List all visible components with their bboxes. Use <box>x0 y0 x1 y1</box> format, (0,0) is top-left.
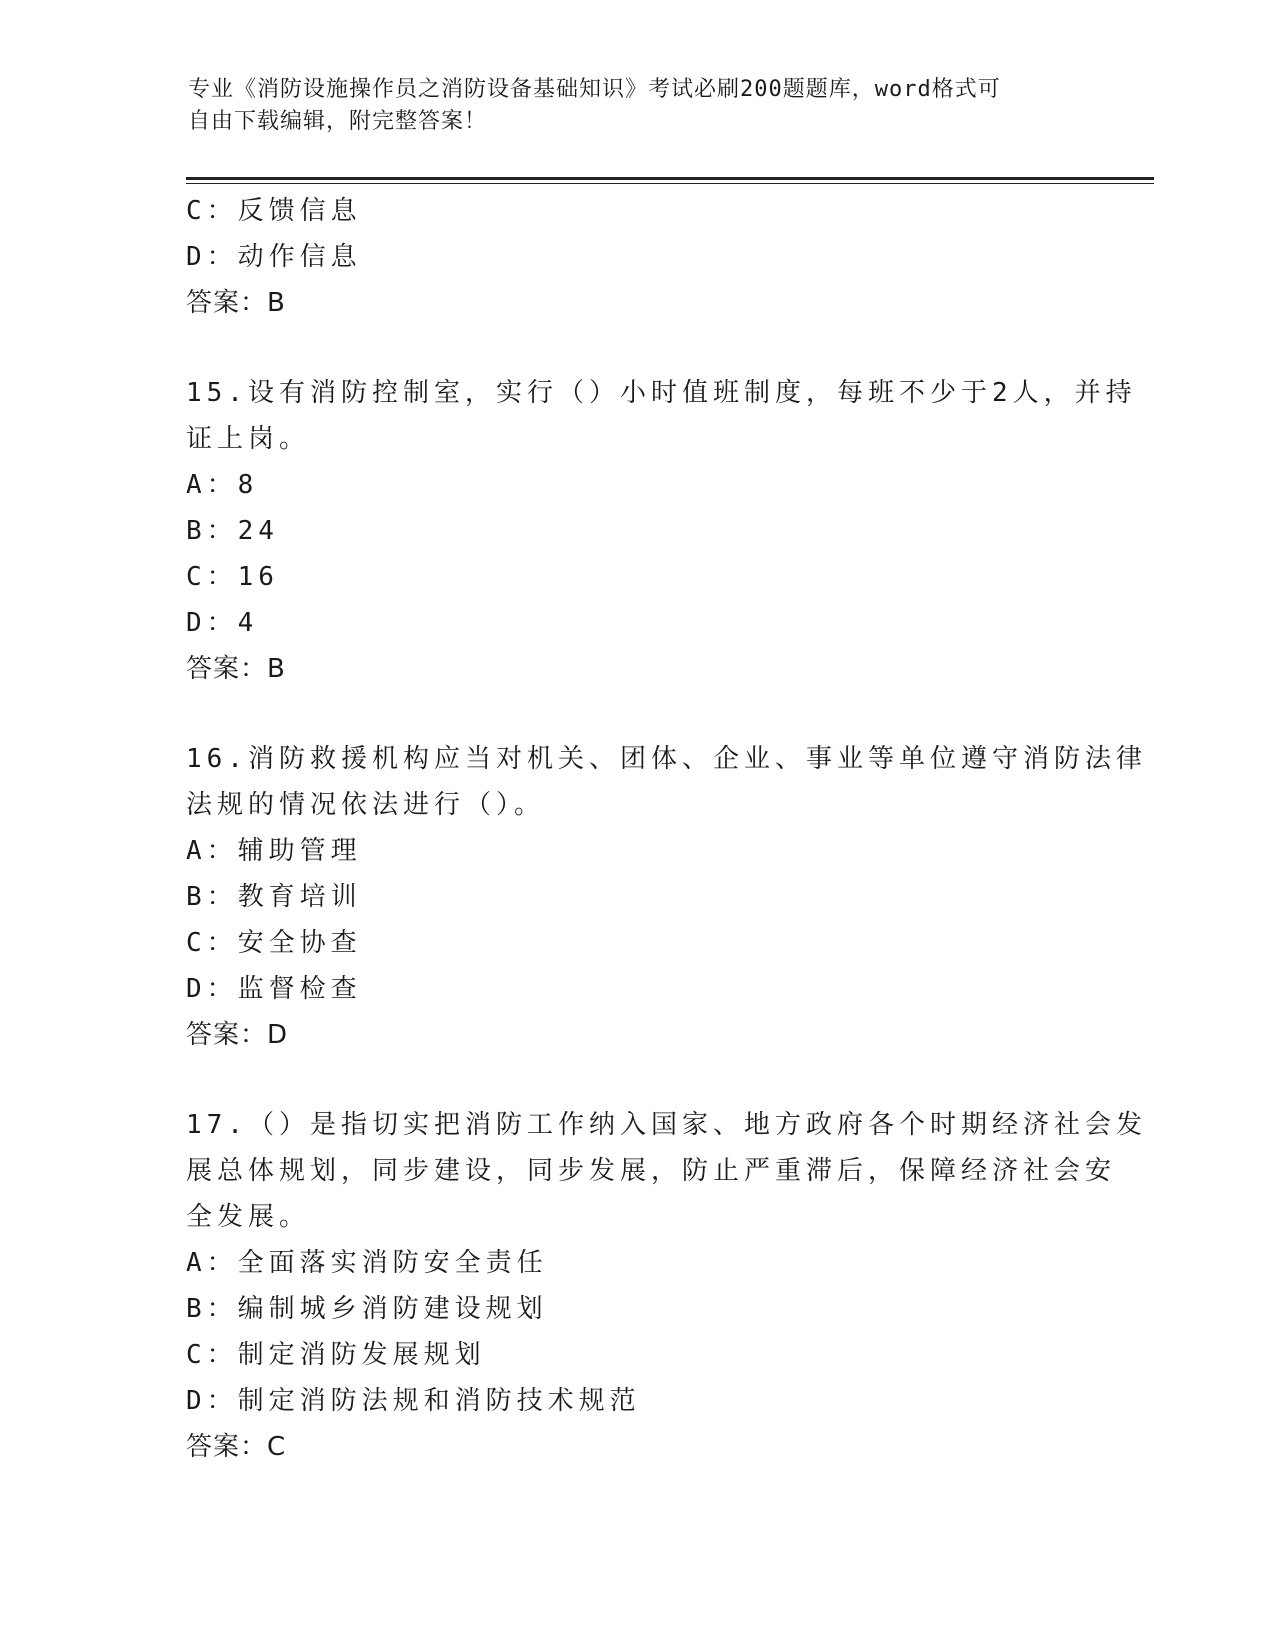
question-15 <box>186 370 1137 692</box>
question-stem-line: 法规的情况依法进行（）。 <box>186 790 546 820</box>
question-continued <box>186 188 1086 326</box>
option-d: D：监督检查 <box>186 974 362 1004</box>
question-17 <box>186 1102 1147 1470</box>
option-b: B：24 <box>186 516 279 546</box>
answer: 答案：B <box>186 288 286 318</box>
option-b: B：教育培训 <box>186 882 362 912</box>
option-d: D：制定消防法规和消防技术规范 <box>186 1386 641 1416</box>
question-stem-line: 17.（）是指切实把消防工作纳入国家、地方政府各个时期经济社会发 <box>186 1110 1147 1140</box>
question-stem-line: 证上岗。 <box>186 424 311 454</box>
answer: 答案：B <box>186 654 286 684</box>
question-16 <box>186 736 1147 1058</box>
header-line-2: 自由下载编辑，附完整答案！ <box>188 109 488 134</box>
header-rule-thick <box>186 177 1154 180</box>
header-rule-thin <box>186 183 1154 184</box>
question-stem-line: 全发展。 <box>186 1202 311 1232</box>
option-c: C：制定消防发展规划 <box>186 1340 486 1370</box>
question-stem-line: 16.消防救援机构应当对机关、团体、企业、事业等单位遵守消防法律 <box>186 744 1147 774</box>
option-a: A：全面落实消防安全责任 <box>186 1248 548 1278</box>
option-c: C：反馈信息 <box>186 196 362 226</box>
option-d: D：动作信息 <box>186 242 362 272</box>
question-list <box>186 188 1147 1470</box>
question-stem-line: 展总体规划，同步建设，同步发展，防止严重滞后，保障经济社会安 <box>186 1156 1117 1186</box>
document-header <box>188 74 1068 138</box>
option-b: B：编制城乡消防建设规划 <box>186 1294 548 1324</box>
answer: 答案：C <box>186 1432 287 1462</box>
option-d: D：4 <box>186 608 259 638</box>
header-line-1: 专业《消防设施操作员之消防设备基础知识》考试必刷200题题库，word格式可 <box>188 77 1001 102</box>
answer: 答案：D <box>186 1020 289 1050</box>
option-c: C：安全协查 <box>186 928 362 958</box>
option-c: C：16 <box>186 562 279 592</box>
question-stem-line: 15.设有消防控制室，实行（）小时值班制度，每班不少于2人，并持 <box>186 378 1137 408</box>
option-a: A：辅助管理 <box>186 836 362 866</box>
option-a: A：8 <box>186 470 259 500</box>
